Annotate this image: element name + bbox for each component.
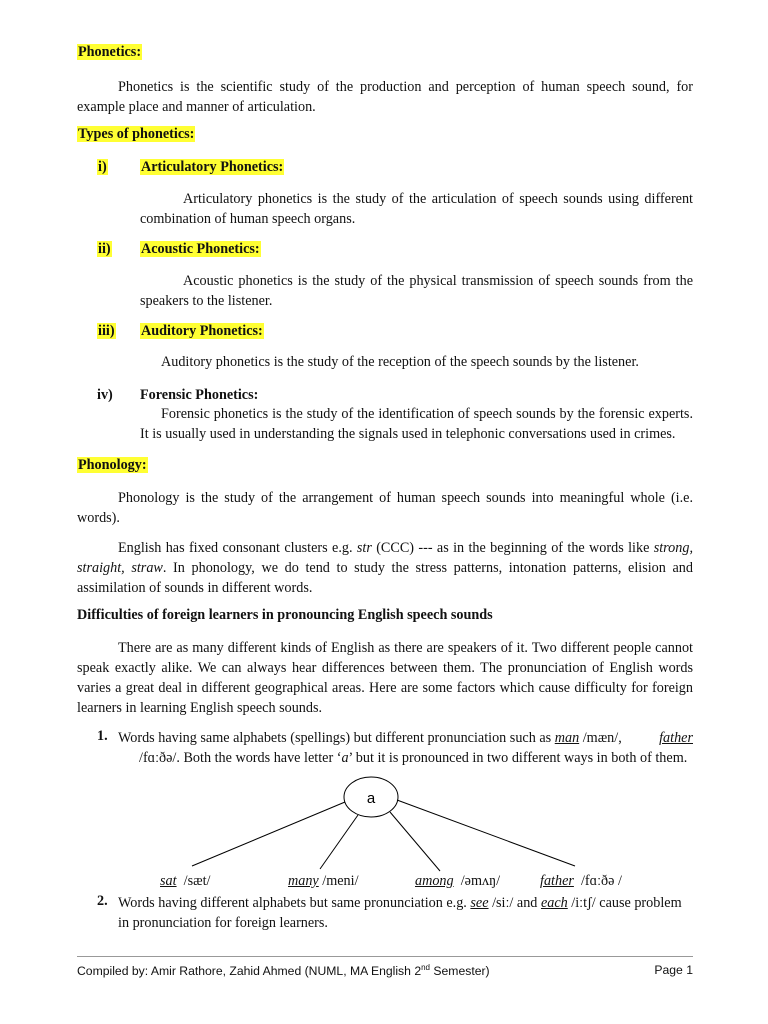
type-text: Auditory phonetics is the study of the reception of the speech sounds by the listener.: [161, 354, 639, 370]
difficulties-paragraph: There are as many different kinds of English as there are speakers of it. Two different people cannot speak exactly alike. We can always hear differences between them. The pronunciation of English words varies a great deal in different geographical areas. Here are some factors which cause difficulty for foreign learners in learning English speech sounds.: [77, 640, 693, 716]
diagram-leaf: sat /sæt/: [160, 873, 211, 889]
type-title: Forensic Phonetics:: [140, 387, 259, 403]
type-numeral: i): [98, 159, 107, 175]
list-item: Words having different alphabets but same pronunciation e.g. see /siː/ and each /iːtʃ/ cause problem in pronunciation for foreign learners.: [118, 895, 682, 931]
heading-phonology: Phonology:: [78, 457, 147, 473]
list-number: 1.: [97, 728, 108, 744]
branch-line: [397, 800, 575, 866]
type-numeral: iv): [97, 387, 113, 403]
heading-types: Types of phonetics:: [78, 126, 195, 142]
type-title: Acoustic Phonetics:: [141, 241, 260, 257]
list-item: Words having same alphabets (spellings) but different pronunciation such as man /mæn/, father /fɑːðə/. Both the words have letter ‘a’ but it is pronounced in two different ways in both of them.: [118, 730, 693, 766]
type-numeral: ii): [98, 241, 111, 257]
type-title: Articulatory Phonetics:: [141, 159, 284, 175]
diagram-leaf: among /əmʌŋ/: [415, 873, 501, 889]
phonetics-definition: Phonetics is the scientific study of the production and perception of human speech sound, for example place and manner of articulation.: [77, 79, 693, 115]
branch-line: [192, 802, 345, 866]
consonant-clusters-paragraph: English has fixed consonant clusters e.g. str (CCC) --- as in the beginning of the words like strong, straight, straw. In phonology, we do tend to study the stress patterns, intonation patterns, elision and assimilation of sounds in different words.: [77, 540, 694, 596]
list-number: 2.: [97, 893, 108, 909]
phonology-definition: Phonology is the study of the arrangement of human speech sounds into meaningful whole (i.e. words).: [77, 490, 693, 526]
type-numeral: iii): [98, 323, 115, 339]
branch-line: [320, 815, 358, 869]
footer-credit: Compiled by: Amir Rathore, Zahid Ahmed (NUML, MA English 2nd Semester): [77, 963, 490, 979]
type-text: Acoustic phonetics is the study of the physical transmission of speech sounds from the speakers to the listener.: [140, 273, 693, 309]
branch-line: [390, 812, 440, 871]
type-text: Articulatory phonetics is the study of the articulation of speech sounds using different combination of human speech organs.: [140, 191, 693, 227]
page-number: Page 1: [654, 963, 693, 977]
center-letter: a: [366, 790, 376, 807]
footer-divider: [77, 956, 693, 957]
type-title: Auditory Phonetics:: [141, 323, 263, 339]
diagram-leaf: father /fɑːðə /: [540, 873, 622, 889]
diagram-leaf: many /meni/: [288, 873, 359, 889]
type-text: Forensic phonetics is the study of the identification of speech sounds by the forensic experts. It is usually used in understanding the signals used in telephonic conversations used in crimes.: [140, 406, 693, 442]
heading-difficulties: Difficulties of foreign learners in pronouncing English speech sounds: [77, 607, 493, 623]
heading-phonetics: Phonetics:: [78, 44, 142, 60]
